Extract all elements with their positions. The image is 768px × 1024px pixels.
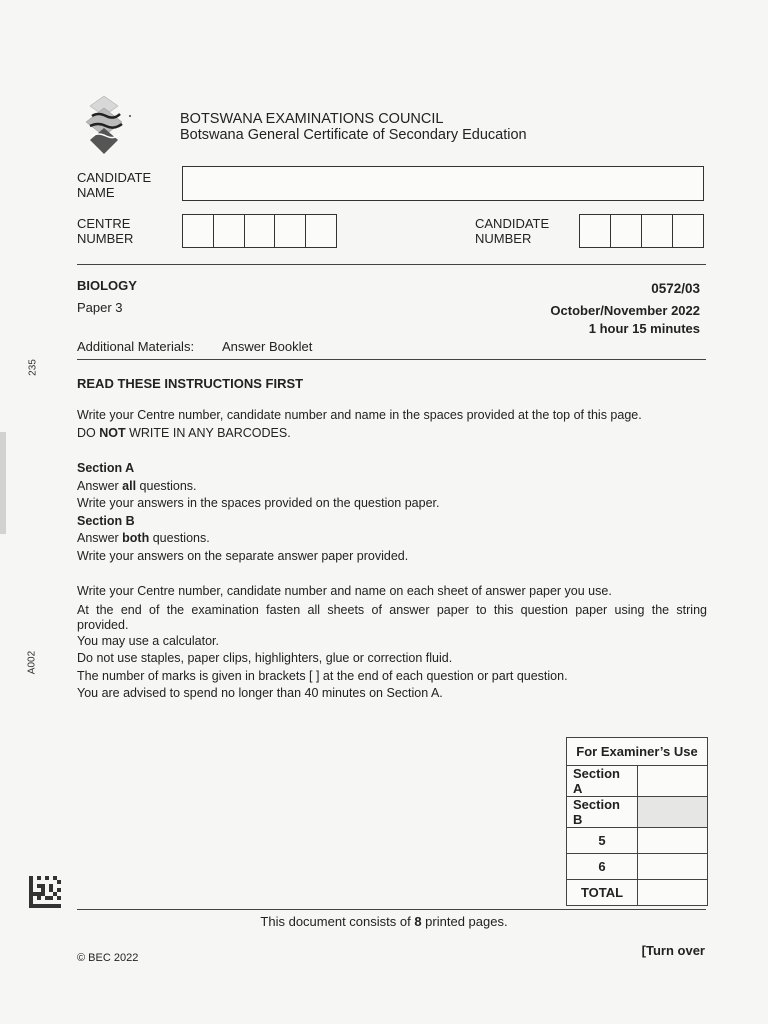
instruction-line: DO NOT WRITE IN ANY BARCODES. bbox=[77, 425, 291, 440]
candidate-number-field[interactable] bbox=[579, 214, 704, 248]
instruction-line: You may use a calculator. bbox=[77, 633, 219, 648]
margin-number: 235 bbox=[27, 359, 39, 376]
mark-cell[interactable] bbox=[638, 854, 708, 880]
table-row bbox=[567, 797, 708, 828]
instruction-line: You are advised to spend no longer than 40 minutes on Section A. bbox=[77, 686, 443, 701]
centre-digit-box[interactable] bbox=[183, 215, 214, 247]
mark-cell[interactable] bbox=[638, 880, 708, 906]
mark-cell[interactable] bbox=[638, 766, 708, 797]
divider bbox=[77, 264, 706, 265]
materials-label: Additional Materials: bbox=[77, 339, 195, 354]
instruction-line: Answer both questions. bbox=[77, 531, 210, 546]
row-label: 5 bbox=[567, 828, 638, 854]
candidate-digit-box[interactable] bbox=[642, 215, 673, 247]
instruction-line: Write your Centre number, candidate number and name in the spaces provided at the top of this page. bbox=[77, 408, 642, 422]
row-label: TOTAL bbox=[567, 880, 638, 906]
paper-code: 0572/03 bbox=[651, 281, 700, 296]
paper-number: Paper 3 bbox=[77, 300, 123, 315]
candidate-number-label: CANDIDATE NUMBER bbox=[475, 216, 550, 246]
candidate-digit-box[interactable] bbox=[673, 215, 703, 247]
centre-number-field[interactable] bbox=[182, 214, 337, 248]
instruction-line: Write your answers on the separate answer paper provided. bbox=[77, 548, 409, 563]
turn-over: [Turn over bbox=[641, 943, 705, 958]
instruction-line: Answer all questions. bbox=[77, 478, 197, 493]
subject-title: BIOLOGY bbox=[77, 278, 137, 293]
exam-duration: 1 hour 15 minutes bbox=[588, 321, 700, 336]
bec-logo bbox=[84, 94, 136, 160]
row-label: Section A bbox=[567, 766, 638, 797]
datamatrix-barcode bbox=[29, 876, 61, 908]
footer-divider bbox=[77, 909, 706, 910]
instruction-line: Write your answers in the spaces provided on the question paper. bbox=[77, 496, 440, 511]
materials-value: Answer Booklet bbox=[222, 339, 313, 354]
section-b-heading: Section B bbox=[77, 513, 135, 528]
centre-digit-box[interactable] bbox=[306, 215, 336, 247]
instruction-line: provided. bbox=[77, 617, 129, 632]
certificate-name: Botswana General Certificate of Secondary Education bbox=[180, 127, 527, 143]
instructions-block bbox=[77, 407, 707, 442]
instruction-line: Write your Centre number, candidate number and name on each sheet of answer paper you use. bbox=[77, 584, 612, 598]
candidate-digit-box[interactable] bbox=[611, 215, 642, 247]
copyright: © BEC 2022 bbox=[77, 952, 139, 964]
instruction-line: At the end of the examination fasten all sheets of answer paper to this question paper using the string bbox=[77, 602, 707, 617]
margin-code: A002 bbox=[26, 650, 38, 675]
candidate-name-label: CANDIDATE NAME bbox=[77, 170, 152, 200]
centre-digit-box[interactable] bbox=[245, 215, 276, 247]
general-instructions bbox=[77, 583, 707, 703]
centre-number-label: CENTRE NUMBER bbox=[77, 216, 134, 246]
table-row bbox=[567, 880, 708, 906]
table-row bbox=[567, 854, 708, 880]
centre-digit-box[interactable] bbox=[214, 215, 245, 247]
mark-cell[interactable] bbox=[638, 797, 708, 828]
row-label: Section B bbox=[567, 797, 638, 828]
centre-digit-box[interactable] bbox=[275, 215, 306, 247]
section-a-instructions bbox=[77, 460, 707, 566]
table-row bbox=[567, 828, 708, 854]
instruction-line: Do not use staples, paper clips, highlighters, glue or correction fluid. bbox=[77, 651, 453, 666]
section-a-heading: Section A bbox=[77, 461, 135, 475]
mark-cell[interactable] bbox=[638, 828, 708, 854]
candidate-name-field[interactable] bbox=[182, 166, 704, 201]
divider bbox=[77, 359, 706, 360]
row-label: 6 bbox=[567, 854, 638, 880]
table-row bbox=[567, 766, 708, 797]
examiner-table-title: For Examiner’s Use bbox=[567, 738, 708, 766]
page-count: This document consists of 8 printed pages. bbox=[260, 914, 508, 929]
instructions-heading: READ THESE INSTRUCTIONS FIRST bbox=[77, 376, 304, 391]
examiner-use-table bbox=[566, 737, 708, 906]
council-name: BOTSWANA EXAMINATIONS COUNCIL bbox=[180, 111, 444, 127]
instruction-line: The number of marks is given in brackets [ ] at the end of each question or part question. bbox=[77, 668, 568, 683]
scan-edge bbox=[0, 432, 6, 534]
exam-session: October/November 2022 bbox=[550, 303, 700, 318]
candidate-digit-box[interactable] bbox=[580, 215, 611, 247]
